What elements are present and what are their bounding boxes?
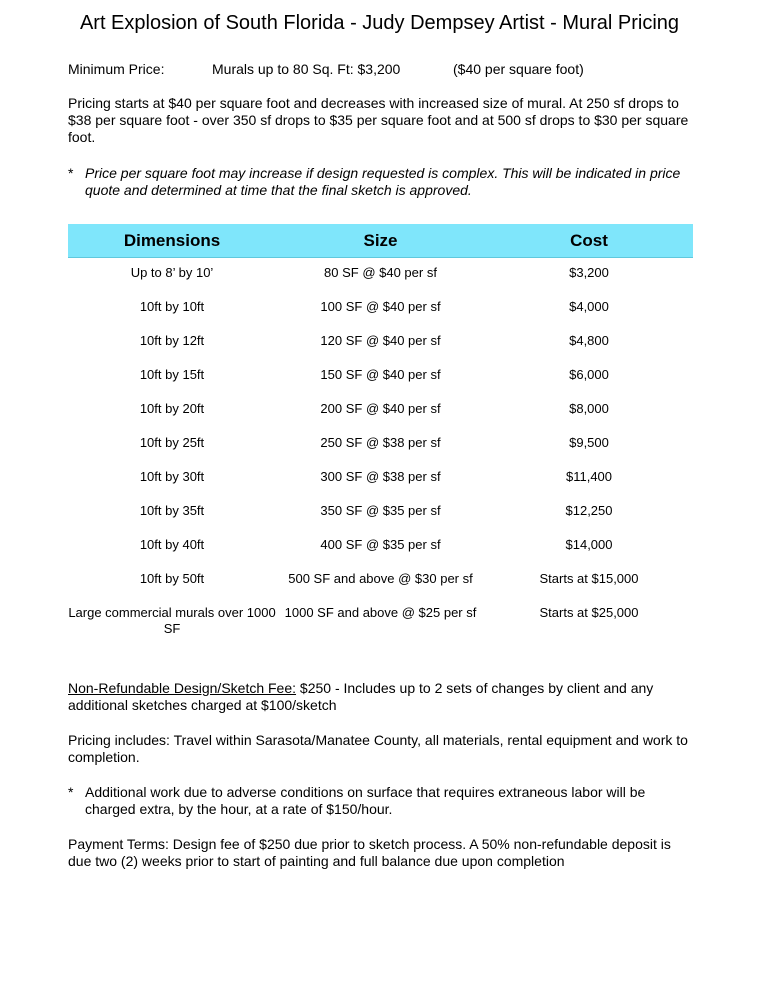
design-fee-paragraph	[68, 680, 696, 714]
header-cost: Cost	[570, 231, 608, 250]
cost-cell: Starts at $25,000	[539, 605, 639, 620]
size-cell: 350 SF @ $35 per sf	[320, 503, 441, 518]
cost-cell: $11,400	[565, 469, 613, 484]
dimensions-cell: Large commercial murals over 1000 SF	[68, 605, 276, 636]
table-row	[68, 496, 693, 530]
complex-design-note-text: Price per square foot may increase if design requested is complex. This will be indicated in price quote and determined at time that the final sketch is approved.	[85, 165, 681, 198]
dimensions-cell: 10ft by 15ft	[139, 367, 205, 382]
dimensions-cell: 10ft by 20ft	[139, 401, 205, 416]
dimensions-cell: Up to 8’ by 10’	[130, 265, 214, 280]
dimensions-cell: 10ft by 40ft	[139, 537, 205, 552]
cost-cell: $4,800	[569, 333, 609, 348]
pricing-intro: Pricing starts at $40 per square foot and decreases with increased size of mural. At 250 sf drops to $38 per square foot - over 350 sf drops to $35 per square foot and at 500 sf drops to $30 per square foot.	[68, 95, 689, 145]
cost-cell: Starts at $15,000	[539, 571, 639, 586]
cost-cell: $9,500	[569, 435, 609, 450]
pricing-table-body	[68, 258, 693, 636]
size-cell: 250 SF @ $38 per sf	[320, 435, 441, 450]
cost-cell: $8,000	[569, 401, 609, 416]
dimensions-cell: 10ft by 10ft	[139, 299, 205, 314]
size-cell: 400 SF @ $35 per sf	[320, 537, 441, 552]
dimensions-cell: 10ft by 12ft	[139, 333, 205, 348]
table-row	[68, 530, 693, 564]
table-row	[68, 564, 693, 598]
additional-work-note-text: Additional work due to adverse conditions on surface that requires extraneous labor will be charged extra, by the hour, at a rate of $150/hour.	[85, 784, 646, 817]
dimensions-cell: 10ft by 25ft	[139, 435, 205, 450]
cost-cell: $14,000	[565, 537, 613, 552]
table-row	[68, 462, 693, 496]
size-cell: 300 SF @ $38 per sf	[320, 469, 441, 484]
payment-terms: Payment Terms: Design fee of $250 due prior to sketch process. A 50% non-refundable deposit is due two (2) weeks prior to start of painting and full balance due upon completion	[68, 836, 671, 869]
size-cell: 120 SF @ $40 per sf	[320, 333, 441, 348]
size-cell: 100 SF @ $40 per sf	[320, 299, 441, 314]
minimum-price-value: Murals up to 80 Sq. Ft: $3,200	[212, 61, 401, 77]
table-row	[68, 360, 693, 394]
header-size: Size	[363, 231, 398, 250]
cost-cell: $12,250	[565, 503, 613, 518]
size-cell: 80 SF @ $40 per sf	[324, 265, 437, 280]
minimum-price-per-foot: ($40 per square foot)	[453, 61, 584, 77]
pricing-table-header	[68, 224, 693, 258]
table-row	[68, 428, 693, 462]
pricing-includes: Pricing includes: Travel within Sarasota/Manatee County, all materials, rental equipment and work to completion.	[68, 732, 688, 765]
cost-cell: $6,000	[569, 367, 609, 382]
design-fee-text: $250 - Includes up to 2 sets of changes by client and any additional sketches charged at $100/sketch	[68, 680, 654, 713]
table-row	[68, 394, 693, 428]
size-cell: 200 SF @ $40 per sf	[320, 401, 441, 416]
cost-cell: $3,200	[569, 265, 609, 280]
size-cell: 150 SF @ $40 per sf	[320, 367, 441, 382]
minimum-price-label: Minimum Price:	[68, 61, 165, 77]
design-fee-label: Non-Refundable Design/Sketch Fee:	[68, 680, 297, 696]
pricing-table	[68, 224, 693, 636]
dimensions-cell: 10ft by 35ft	[139, 503, 205, 518]
note-asterisk: *	[68, 165, 74, 181]
page-title: Art Explosion of South Florida - Judy Dempsey Artist - Mural Pricing	[79, 12, 680, 34]
cost-cell: $4,000	[569, 299, 609, 314]
header-dimensions: Dimensions	[123, 231, 221, 250]
table-row	[68, 598, 693, 636]
size-cell: 1000 SF and above @ $25 per sf	[284, 605, 477, 620]
table-row	[68, 258, 693, 292]
dimensions-cell: 10ft by 30ft	[139, 469, 205, 484]
table-row	[68, 326, 693, 360]
note-asterisk: *	[68, 784, 74, 800]
size-cell: 500 SF and above @ $30 per sf	[288, 571, 473, 586]
additional-work-note	[68, 784, 696, 818]
table-row	[68, 292, 693, 326]
dimensions-cell: 10ft by 50ft	[139, 571, 205, 586]
complex-design-note	[68, 165, 696, 199]
